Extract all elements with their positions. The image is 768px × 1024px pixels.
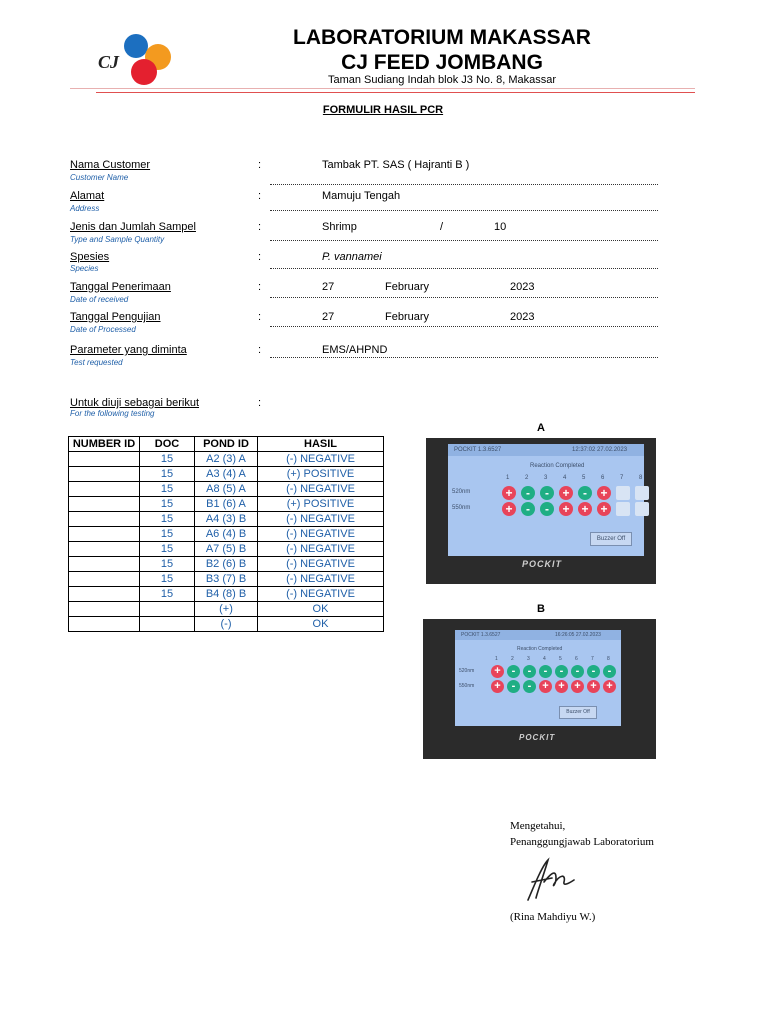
header-divider-red — [96, 92, 695, 93]
well-number: 8 — [639, 475, 643, 481]
doc-cell: 15 — [140, 467, 195, 482]
doc-cell: 15 — [140, 542, 195, 557]
positive-result-icon: + — [571, 680, 584, 693]
processed-month: February — [385, 311, 430, 323]
parameter-sublabel: Test requested — [70, 358, 123, 367]
doc-cell: 15 — [140, 587, 195, 602]
negative-result-icon: - — [571, 665, 584, 678]
negative-result-icon: - — [540, 486, 554, 500]
negative-result-icon: - — [555, 665, 568, 678]
doc-cell: 15 — [140, 452, 195, 467]
header-divider — [70, 88, 695, 89]
well-number: 4 — [563, 475, 567, 481]
colon: : — [258, 344, 262, 356]
table-row — [69, 602, 384, 617]
positive-result-icon: + — [587, 680, 600, 693]
received-sublabel: Date of received — [70, 295, 129, 304]
hasil-cell: (+) POSITIVE — [258, 497, 384, 512]
empty-well — [616, 486, 630, 500]
pockit-screen — [455, 630, 621, 726]
table-row — [69, 497, 384, 512]
number-id-cell — [69, 617, 140, 632]
doc-cell — [140, 602, 195, 617]
buzzer-off-button[interactable]: Buzzer Off — [590, 532, 632, 546]
species-value: P. vannamei — [322, 251, 382, 263]
colon: : — [258, 311, 262, 323]
well-number: 3 — [527, 656, 530, 662]
negative-result-icon: - — [539, 665, 552, 678]
device-label: POCKIT 1.3.6527 — [454, 447, 502, 453]
well-number: 2 — [511, 656, 514, 662]
hasil-cell: (+) POSITIVE — [258, 467, 384, 482]
negative-result-icon: - — [507, 665, 520, 678]
well-number: 6 — [575, 656, 578, 662]
number-id-cell — [69, 587, 140, 602]
colon: : — [258, 281, 262, 293]
hasil-cell: (-) NEGATIVE — [258, 482, 384, 497]
negative-result-icon: - — [578, 486, 592, 500]
negative-result-icon: - — [523, 665, 536, 678]
empty-well — [635, 486, 649, 500]
testing-label: Untuk diuji sebagai berikut — [70, 397, 200, 409]
pond-id-cell: A8 (5) A — [195, 482, 258, 497]
acknowledged-label: Mengetahui, — [510, 820, 566, 832]
received-year: 2023 — [510, 281, 535, 293]
pond-id-cell: (-) — [195, 617, 258, 632]
received-month: February — [385, 281, 430, 293]
sample-qty-value: 10 — [494, 221, 507, 233]
number-id-cell — [69, 467, 140, 482]
number-id-cell — [69, 452, 140, 467]
hasil-cell: (-) NEGATIVE — [258, 527, 384, 542]
form-title: FORMULIR HASIL PCR — [322, 104, 444, 116]
device-time: 16:26:05 27.02.2023 — [555, 632, 601, 638]
well-number: 6 — [601, 475, 605, 481]
number-id-cell — [69, 557, 140, 572]
photo-b — [423, 619, 656, 759]
well-number: 3 — [544, 475, 548, 481]
signatory-name: (Rina Mahdiyu W.) — [510, 911, 596, 923]
buzzer-off-button[interactable]: Buzzer Off — [559, 706, 597, 719]
colon: : — [258, 221, 262, 233]
dotted-line — [270, 357, 658, 358]
negative-result-icon: - — [521, 502, 535, 516]
header-hasil: HASIL — [258, 437, 384, 452]
lab-title: LABORATORIUM MAKASSAR — [293, 26, 591, 49]
photo-b-label: B — [537, 603, 545, 615]
received-label: Tanggal Penerimaan — [70, 281, 171, 293]
hasil-cell: (-) NEGATIVE — [258, 572, 384, 587]
table-row — [69, 467, 384, 482]
lab-responsible-label: Penanggungjawab Laboratorium — [510, 836, 654, 848]
pond-id-cell: B4 (8) B — [195, 587, 258, 602]
number-id-cell — [69, 572, 140, 587]
pond-id-cell: A3 (4) A — [195, 467, 258, 482]
positive-result-icon: + — [578, 502, 592, 516]
parameter-value: EMS/AHPND — [322, 344, 388, 356]
table-row — [69, 482, 384, 497]
species-label: Spesies — [70, 251, 110, 263]
well-number: 5 — [559, 656, 562, 662]
number-id-cell — [69, 542, 140, 557]
table-header-row — [69, 437, 384, 452]
well-number: 2 — [525, 475, 529, 481]
positive-result-icon: + — [502, 502, 516, 516]
number-id-cell — [69, 527, 140, 542]
pockit-screen — [448, 444, 644, 556]
number-id-cell — [69, 602, 140, 617]
sample-separator: / — [440, 221, 444, 233]
dotted-line — [270, 326, 658, 327]
doc-cell: 15 — [140, 527, 195, 542]
negative-result-icon: - — [587, 665, 600, 678]
negative-result-icon: - — [540, 502, 554, 516]
pond-id-cell: B2 (6) B — [195, 557, 258, 572]
screen-header — [455, 630, 621, 640]
row2-label: 550nm — [459, 683, 475, 689]
sample-sublabel: Type and Sample Quantity — [70, 235, 165, 244]
negative-result-icon: - — [603, 665, 616, 678]
pond-id-cell: A6 (4) B — [195, 527, 258, 542]
row2-label: 550nm — [452, 505, 471, 511]
lab-subtitle: CJ FEED JOMBANG — [341, 51, 543, 74]
positive-result-icon: + — [502, 486, 516, 500]
colon: : — [258, 159, 262, 171]
table-row — [69, 572, 384, 587]
hasil-cell: (-) NEGATIVE — [258, 587, 384, 602]
device-time: 12:37:02 27.02.2023 — [572, 447, 628, 453]
dotted-line — [270, 240, 658, 241]
positive-result-icon: + — [603, 680, 616, 693]
screen-header — [448, 444, 644, 456]
doc-cell: 15 — [140, 512, 195, 527]
customer-value: Tambak PT. SAS ( Hajranti B ) — [322, 159, 470, 171]
customer-label: Nama Customer — [70, 159, 151, 171]
hasil-cell: (-) NEGATIVE — [258, 452, 384, 467]
empty-well — [616, 502, 630, 516]
doc-cell: 15 — [140, 497, 195, 512]
sample-type-value: Shrimp — [322, 221, 357, 233]
number-id-cell — [69, 512, 140, 527]
well-number: 5 — [582, 475, 586, 481]
pond-id-cell: A4 (3) B — [195, 512, 258, 527]
well-number: 1 — [495, 656, 498, 662]
row1-label: 520nm — [459, 668, 475, 674]
empty-well — [635, 502, 649, 516]
well-number: 8 — [607, 656, 610, 662]
sample-label: Jenis dan Jumlah Sampel — [70, 221, 196, 233]
logo-text: CJ — [98, 52, 120, 72]
dotted-line — [270, 210, 658, 211]
cj-logo — [96, 30, 186, 90]
pond-id-cell: B1 (6) A — [195, 497, 258, 512]
doc-cell: 15 — [140, 572, 195, 587]
photo-a — [426, 438, 656, 584]
table-row — [69, 542, 384, 557]
processed-day: 27 — [322, 311, 335, 323]
dotted-line — [270, 297, 658, 298]
pond-id-cell: A2 (3) A — [195, 452, 258, 467]
results-table — [68, 436, 384, 632]
hasil-cell: (-) NEGATIVE — [258, 557, 384, 572]
customer-sublabel: Customer Name — [70, 173, 129, 182]
header-pond-id: POND ID — [195, 437, 258, 452]
number-id-cell — [69, 482, 140, 497]
positive-result-icon: + — [539, 680, 552, 693]
address-value: Mamuju Tengah — [322, 190, 401, 202]
positive-result-icon: + — [491, 680, 504, 693]
processed-label: Tanggal Pengujian — [70, 311, 161, 323]
parameter-label: Parameter yang diminta — [70, 344, 187, 356]
reaction-status: Reaction Completed — [530, 463, 585, 469]
pockit-brand: POCKIT — [522, 559, 563, 569]
hasil-cell: (-) NEGATIVE — [258, 512, 384, 527]
pond-id-cell: (+) — [195, 602, 258, 617]
processed-sublabel: Date of Processed — [70, 325, 136, 334]
species-sublabel: Species — [70, 264, 99, 273]
device-label: POCKIT 1.3.6527 — [461, 632, 501, 638]
positive-result-icon: + — [597, 502, 611, 516]
doc-cell: 15 — [140, 482, 195, 497]
dotted-line — [270, 268, 658, 269]
row1-label: 520nm — [452, 489, 471, 495]
well-number: 1 — [506, 475, 510, 481]
address-label: Alamat — [70, 190, 105, 202]
handwritten-signature — [522, 852, 582, 904]
positive-result-icon: + — [559, 486, 573, 500]
reaction-status: Reaction Completed — [517, 646, 563, 652]
received-day: 27 — [322, 281, 335, 293]
table-row — [69, 527, 384, 542]
well-number: 7 — [591, 656, 594, 662]
well-number: 4 — [543, 656, 546, 662]
pond-id-cell: B3 (7) B — [195, 572, 258, 587]
processed-year: 2023 — [510, 311, 535, 323]
table-row — [69, 617, 384, 632]
table-row — [69, 512, 384, 527]
pond-id-cell: A7 (5) B — [195, 542, 258, 557]
hasil-cell: (-) NEGATIVE — [258, 542, 384, 557]
negative-result-icon: - — [507, 680, 520, 693]
well-number: 7 — [620, 475, 624, 481]
hasil-cell: OK — [258, 602, 384, 617]
colon: : — [258, 397, 262, 409]
colon: : — [258, 190, 262, 202]
positive-result-icon: + — [555, 680, 568, 693]
header-doc: DOC — [140, 437, 195, 452]
testing-sublabel: For the following testing — [70, 409, 155, 418]
lab-address: Taman Sudiang Indah blok J3 No. 8, Makassar — [327, 74, 557, 86]
header-number-id: NUMBER ID — [69, 437, 140, 452]
table-row — [69, 557, 384, 572]
table-row — [69, 587, 384, 602]
negative-result-icon: - — [521, 486, 535, 500]
dotted-line — [270, 184, 658, 185]
negative-result-icon: - — [523, 680, 536, 693]
number-id-cell — [69, 497, 140, 512]
colon: : — [258, 251, 262, 263]
doc-cell — [140, 617, 195, 632]
hasil-cell: OK — [258, 617, 384, 632]
photo-a-label: A — [537, 422, 545, 434]
doc-cell: 15 — [140, 557, 195, 572]
positive-result-icon: + — [597, 486, 611, 500]
pockit-brand: POCKIT — [519, 733, 556, 742]
positive-result-icon: + — [559, 502, 573, 516]
table-row — [69, 452, 384, 467]
address-sublabel: Address — [70, 204, 100, 213]
positive-result-icon: + — [491, 665, 504, 678]
